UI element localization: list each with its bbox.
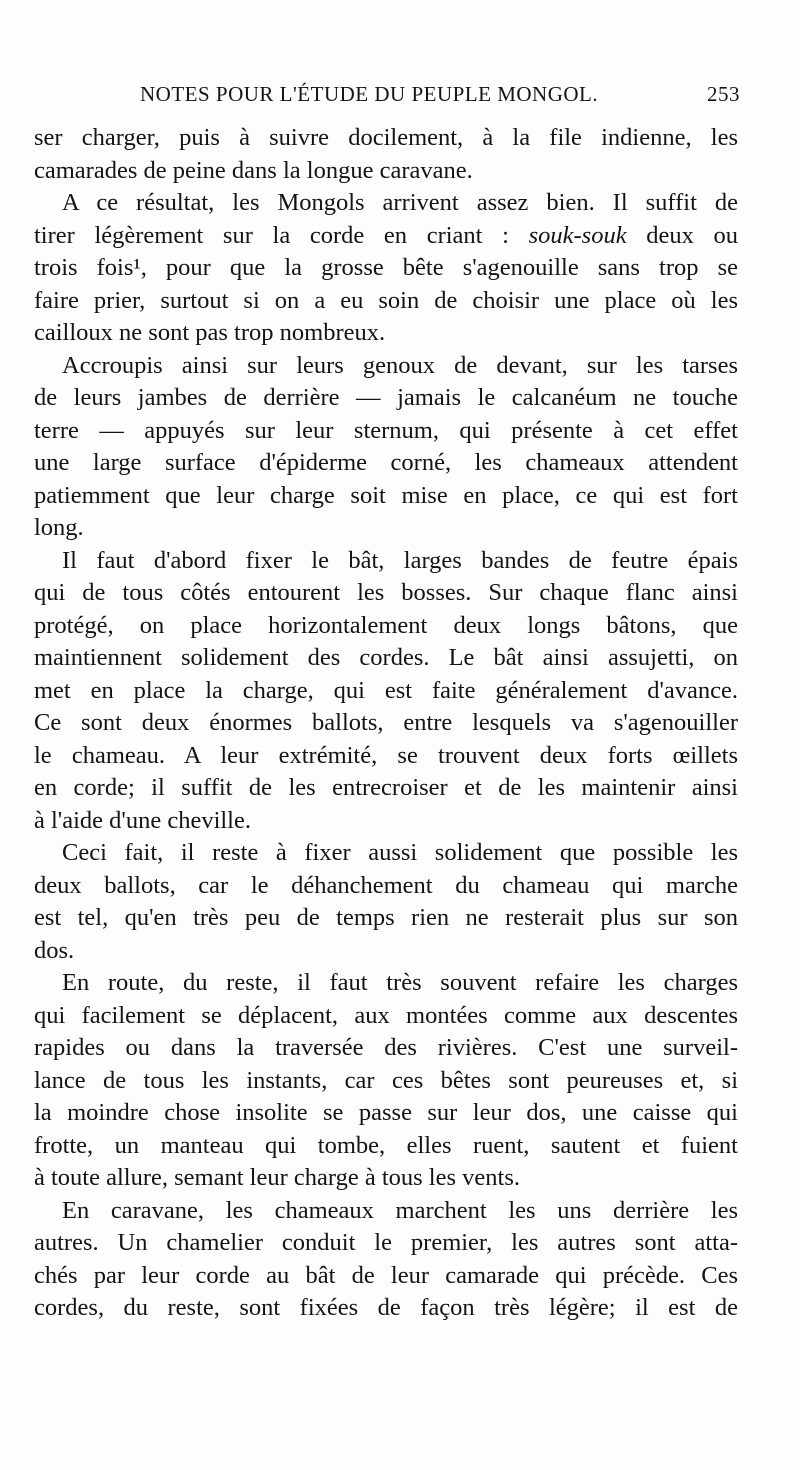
text-line: chés par leur corde au bât de leur camarade qui précède. Ces (34, 1261, 738, 1289)
text-line: à l'aide d'une cheville. (34, 806, 251, 834)
text-line: lance de tous les instants, car ces bêtes sont peureuses et, si (34, 1066, 738, 1094)
text-line: autres. Un chamelier conduit le premier, les autres sont atta- (34, 1229, 738, 1256)
text-line: camarades de peine dans la longue caravane. (34, 156, 473, 184)
text-line: Ceci fait, il reste à fixer aussi solidement que possible les (62, 839, 738, 866)
text-line: est tel, qu'en très peu de temps rien ne resterait plus sur son (34, 904, 738, 931)
running-title: NOTES POUR L'ÉTUDE DU PEUPLE MONGOL. (140, 82, 599, 106)
text-line: rapides ou dans la traversée des rivières. C'est une surveil- (34, 1034, 738, 1061)
text-segment: deux ou (646, 221, 739, 249)
text-line: cailloux ne sont pas trop nombreux. (34, 319, 386, 346)
text-line: Ce sont deux énormes ballots, entre lesquels va s'agenouiller (34, 709, 738, 736)
page-number: 253 (707, 82, 740, 106)
text-line: cordes, du reste, sont fixées de façon très légère; il est de (34, 1294, 738, 1321)
text-line: Accroupis ainsi sur leurs genoux de devant, sur les tarses (62, 351, 738, 379)
text-line: qui de tous côtés entourent les bosses. Sur chaque flanc ainsi (34, 579, 738, 606)
text-line: Il faut d'abord fixer le bât, larges bandes de feutre épais (62, 546, 738, 574)
text-line: une large surface d'épiderme corné, les chameaux attendent (34, 449, 738, 476)
text-line: maintiennent solidement des cordes. Le bât ainsi assujetti, on (34, 644, 738, 671)
text-line: ser charger, puis à suivre docilement, à la file indienne, les (34, 124, 738, 151)
text-segment: tirer légèrement sur la corde en criant : (34, 221, 509, 249)
text-line: En route, du reste, il faut très souvent refaire les charges (62, 969, 738, 996)
text-line: deux ballots, car le déhanchement du chameau qui marche (34, 871, 738, 899)
running-head (140, 82, 740, 112)
text-line: protégé, on place horizontalement deux longs bâtons, que (34, 611, 738, 639)
text-line: patiemment que leur charge soit mise en place, ce qui est fort (34, 481, 738, 509)
text-line: de leurs jambes de derrière — jamais le calcanéum ne touche (34, 384, 738, 411)
text-line: la moindre chose insolite se passe sur leur dos, une caisse qui (34, 1099, 738, 1126)
text-line: met en place la charge, qui est faite généralement d'avance. (34, 676, 738, 704)
text-line: trois fois¹, pour que la grosse bête s'agenouille sans trop se (34, 254, 738, 281)
text-line: A ce résultat, les Mongols arrivent assez bien. Il suffit de (62, 189, 738, 216)
text-line: terre — appuyés sur leur sternum, qui présente à cet effet (34, 416, 738, 444)
text-line (34, 220, 738, 253)
body-text (34, 122, 738, 1325)
text-line: dos. (34, 936, 75, 964)
text-line: le chameau. A leur extrémité, se trouvent deux forts œillets (34, 741, 738, 769)
text-line: qui facilement se déplacent, aux montées comme aux descentes (34, 1001, 738, 1029)
text-line: en corde; il suffit de les entrecroiser et de les maintenir ainsi (34, 774, 738, 801)
text-line: faire prier, surtout si on a eu soin de choisir une place où les (34, 286, 738, 314)
text-line: En caravane, les chameaux marchent les uns derrière les (62, 1196, 738, 1224)
italic-term: souk-souk (528, 221, 627, 249)
text-line: frotte, un manteau qui tombe, elles ruent, sautent et fuient (34, 1131, 738, 1159)
text-line: à toute allure, semant leur charge à tous les vents. (34, 1164, 520, 1191)
text-line: long. (34, 514, 84, 541)
